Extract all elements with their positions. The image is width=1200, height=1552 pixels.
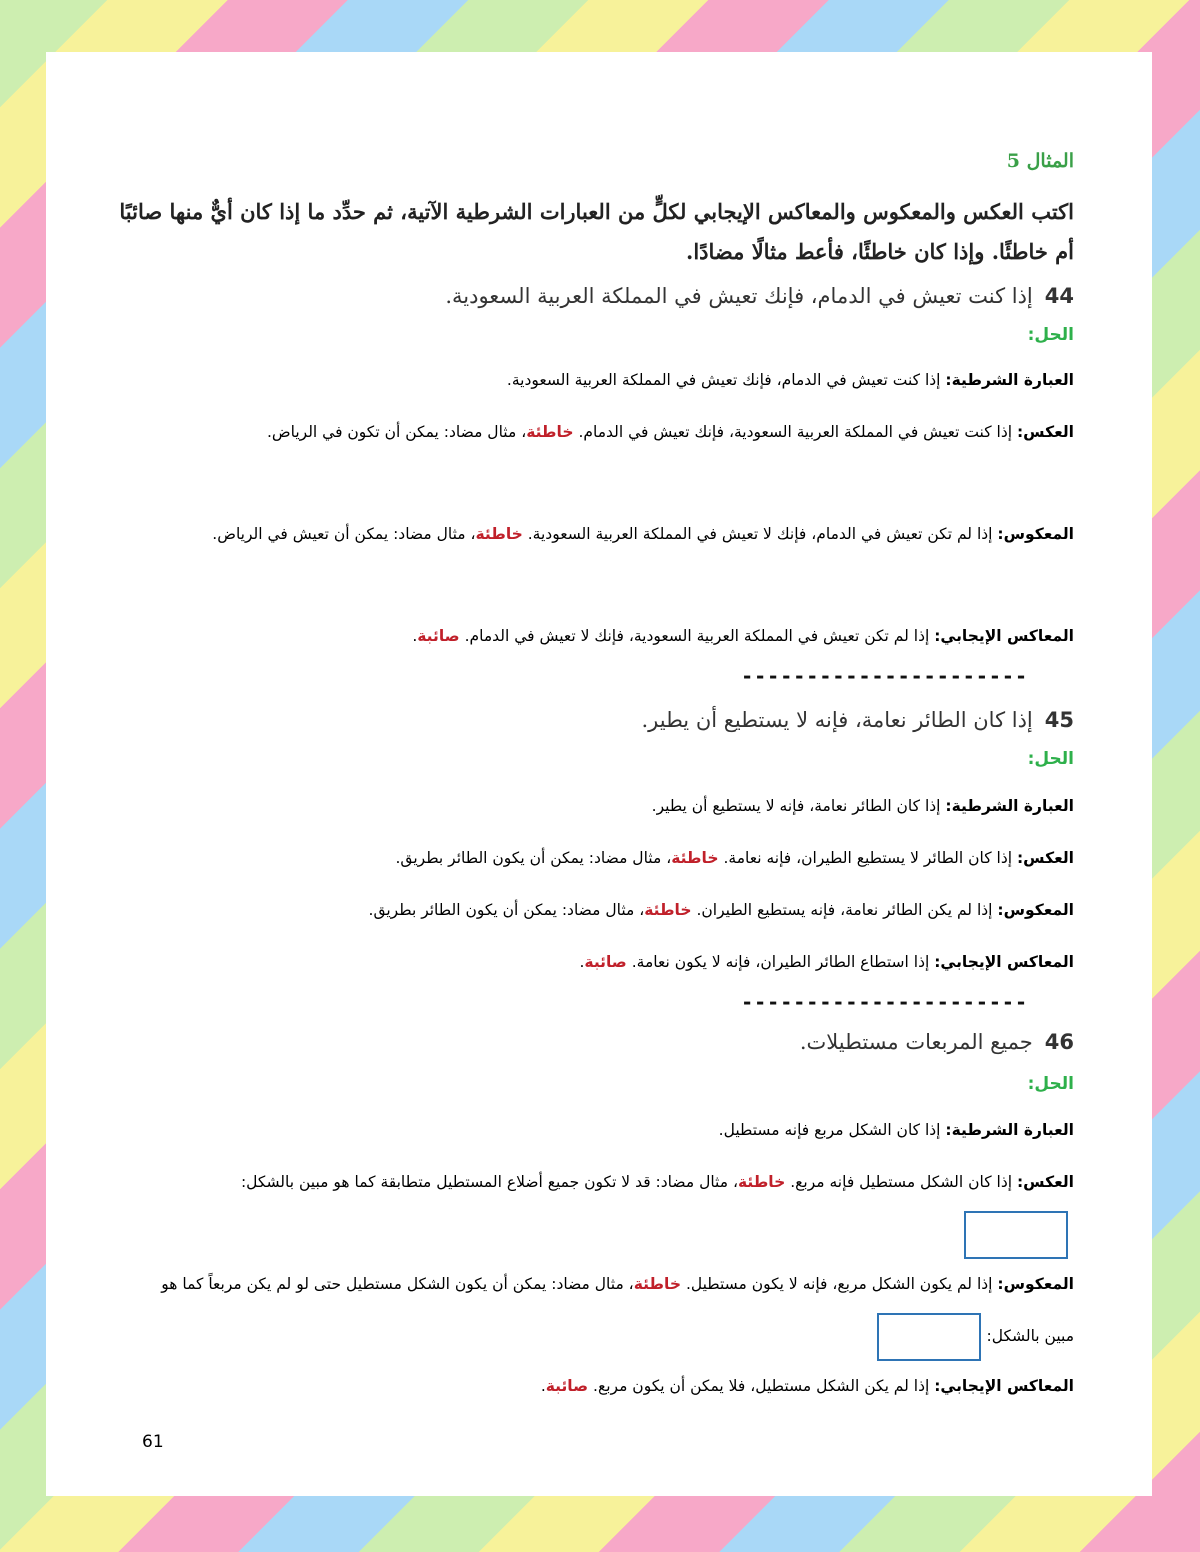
conditional-text: إذا كان الشكل مربع فإنه مستطيل. — [718, 1121, 946, 1139]
problem-45-statement — [641, 708, 1074, 732]
conditional-text: إذا كنت تعيش في الدمام، فإنك تعيش في المملكة العربية السعودية. — [506, 371, 946, 389]
verdict-false: خاطئة — [671, 849, 719, 867]
end-mark: . — [412, 627, 418, 645]
conditional-label: العبارة الشرطية: — [945, 797, 1074, 815]
example-instruction: اكتب العكس والمعكوس والمعاكس الإيجابي لكلٍّ من العبارات الشرطية الآتية، ثم حدِّد ما إذا كان أيٌّ منها صائبًا أم خاطئًا. وإذا كان خاطئًا، فأعط مثالًا مضادًا. — [119, 199, 1074, 264]
contrapositive-text: إذا لم تكن تعيش في المملكة العربية السعودية، فإنك لا تعيش في الدمام. — [459, 627, 935, 645]
verdict-false: خاطئة — [475, 525, 523, 543]
problem-number: 46 — [1044, 1030, 1074, 1054]
p45-converse — [134, 832, 1074, 884]
counterexample-text: ، مثال مضاد: يمكن أن تعيش في الرياض. — [212, 525, 476, 543]
contrapositive-label: المعاكس الإيجابي: — [934, 1377, 1074, 1395]
inverse-text: إذا لم تكن تعيش في الدمام، فإنك لا تعيش في المملكة العربية السعودية. — [522, 525, 998, 543]
problem-44-statement — [445, 284, 1074, 308]
p46-converse — [134, 1156, 1074, 1260]
page — [46, 52, 1152, 1496]
inverse-text: إذا لم يكن الطائر نعامة، فإنه يستطيع الطيران. — [691, 901, 998, 919]
converse-label: العكس: — [1016, 1173, 1074, 1191]
counterexample-text: ، مثال مضاد: يمكن أن يكون الطائر بطريق. — [368, 901, 645, 919]
end-mark: . — [579, 953, 585, 971]
page-number: 61 — [142, 1432, 164, 1452]
problem-number: 44 — [1044, 284, 1074, 308]
converse-text: إذا كنت تعيش في المملكة العربية السعودية، فإنك تعيش في الدمام. — [573, 423, 1017, 441]
solution-label: الحل: — [1027, 1074, 1074, 1094]
verdict-false: خاطئة — [526, 423, 574, 441]
contrapositive-text: إذا استطاع الطائر الطيران، فإنه لا يكون نعامة. — [626, 953, 935, 971]
contrapositive-text: إذا لم يكن الشكل مستطيل، فلا يمكن أن يكون مربع. — [588, 1377, 935, 1395]
p46-inverse — [134, 1258, 1074, 1362]
verdict-true: صائبة — [584, 953, 627, 971]
separator-1: ---------------------- — [741, 664, 1028, 688]
conditional-text: إذا كان الطائر نعامة، فإنه لا يستطيع أن يطير. — [651, 797, 946, 815]
square-shape-example — [964, 1211, 1068, 1259]
p44-contrapositive — [134, 610, 1074, 662]
problem-text: إذا كان الطائر نعامة، فإنه لا يستطيع أن يطير. — [641, 708, 1033, 732]
problem-number: 45 — [1044, 708, 1074, 732]
p44-conditional — [134, 354, 1074, 406]
verdict-true: صائبة — [417, 627, 460, 645]
separator-2: ---------------------- — [741, 990, 1028, 1014]
p45-inverse — [134, 884, 1074, 936]
converse-label: العكس: — [1016, 423, 1074, 441]
end-mark: . — [540, 1377, 546, 1395]
contrapositive-label: المعاكس الإيجابي: — [934, 953, 1074, 971]
problem-46-statement — [800, 1030, 1074, 1054]
converse-text: إذا كان الشكل مستطيل فإنه مربع. — [785, 1173, 1017, 1191]
p46-contrapositive — [134, 1360, 1074, 1412]
conditional-label: العبارة الشرطية: — [945, 371, 1074, 389]
p45-conditional — [134, 780, 1074, 832]
conditional-label: العبارة الشرطية: — [945, 1121, 1074, 1139]
p46-conditional — [134, 1104, 1074, 1156]
solution-label: الحل: — [1027, 325, 1074, 345]
counterexample-text: ، مثال مضاد: يمكن أن تكون في الرياض. — [266, 423, 527, 441]
contrapositive-label: المعاكس الإيجابي: — [934, 627, 1074, 645]
problem-text: جميع المربعات مستطيلات. — [799, 1030, 1033, 1054]
verdict-false: خاطئة — [644, 901, 692, 919]
counterexample-text: ، مثال مضاد: يمكن أن يكون الشكل مستطيل حتى لو لم يكن مربعاً كما هو مبين بالشكل: — [161, 1275, 1074, 1345]
converse-text: إذا كان الطائر لا يستطيع الطيران، فإنه نعامة. — [718, 849, 1017, 867]
verdict-false: خاطئة — [633, 1275, 682, 1293]
inverse-label: المعكوس: — [997, 525, 1074, 543]
verdict-false: خاطئة — [737, 1173, 786, 1191]
inverse-text: إذا لم يكون الشكل مربع، فإنه لا يكون مستطيل. — [681, 1275, 998, 1293]
p44-converse — [134, 406, 1074, 458]
solution-label: الحل: — [1027, 749, 1074, 769]
example-title: المثال 5 — [1006, 150, 1074, 172]
verdict-true: صائبة — [545, 1377, 589, 1395]
counterexample-text: ، مثال مضاد: قد لا تكون جميع أضلاع المستطيل متطابقة كما هو مبين بالشكل: — [240, 1173, 738, 1191]
p44-inverse — [134, 508, 1074, 560]
p45-contrapositive — [134, 936, 1074, 988]
problem-text: إذا كنت تعيش في الدمام، فإنك تعيش في المملكة العربية السعودية. — [445, 284, 1033, 308]
inverse-label: المعكوس: — [997, 1275, 1074, 1293]
rectangle-shape-example — [877, 1313, 981, 1361]
converse-label: العكس: — [1016, 849, 1074, 867]
inverse-label: المعكوس: — [997, 901, 1074, 919]
counterexample-text: ، مثال مضاد: يمكن أن يكون الطائر بطريق. — [395, 849, 672, 867]
